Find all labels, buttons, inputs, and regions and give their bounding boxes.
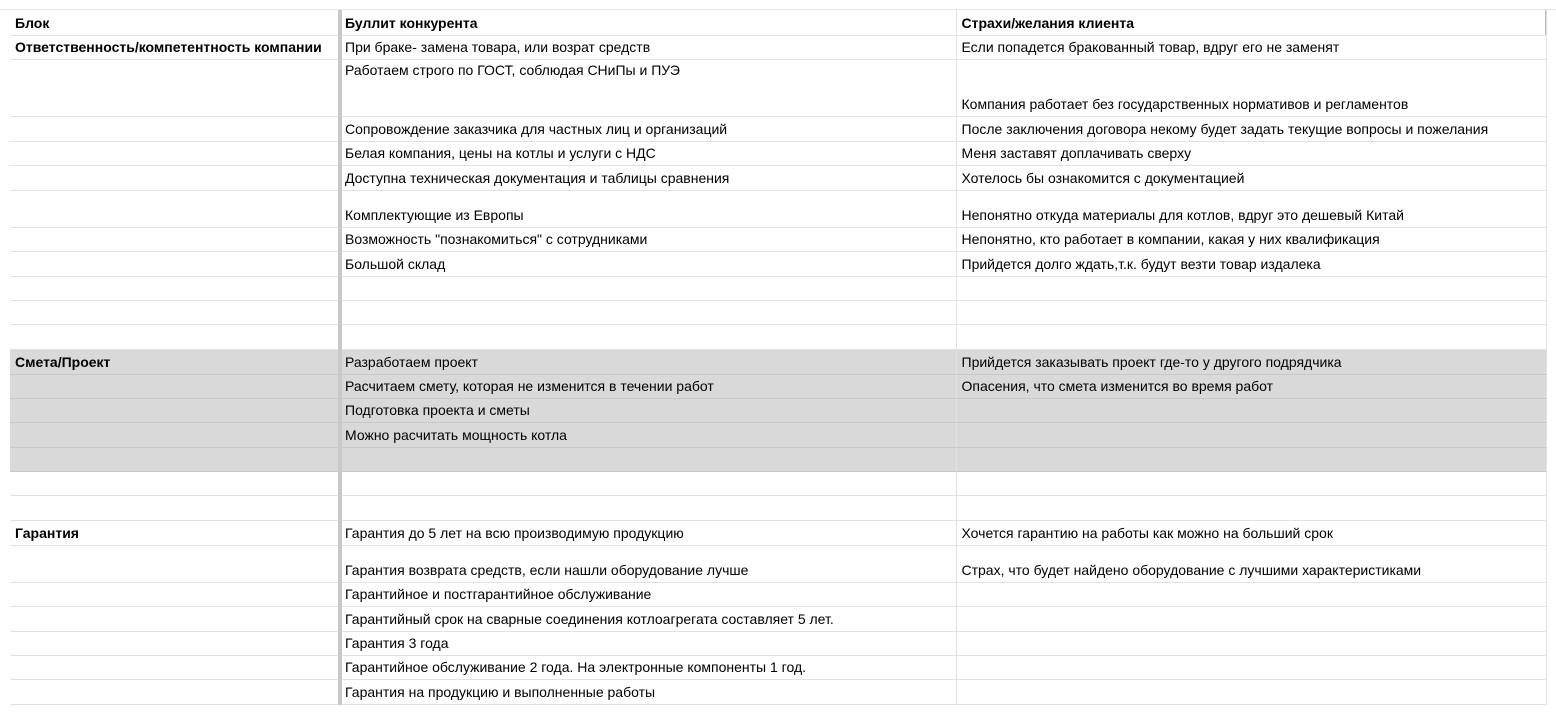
table-row [10, 165, 1546, 190]
table-row [10, 422, 1546, 447]
spreadsheet-grid [10, 10, 1546, 705]
table-row [10, 471, 1546, 495]
cell-bullet[interactable] [340, 276, 956, 300]
table-row [10, 251, 1546, 276]
table-row [10, 447, 1546, 471]
cell-block[interactable] [10, 582, 340, 606]
cell-fear[interactable] [956, 606, 1546, 631]
cell-fear[interactable]: После заключения договора некому будет задать текущие вопросы и пожелания [956, 116, 1546, 141]
cell-block[interactable] [10, 190, 340, 227]
cell-block[interactable] [10, 545, 340, 582]
table-row [10, 582, 1546, 606]
table-row [10, 679, 1546, 704]
cell-block[interactable] [10, 300, 340, 324]
table-row [10, 655, 1546, 679]
cell-block[interactable] [10, 655, 340, 679]
table-row [10, 59, 1546, 116]
cell-block[interactable] [10, 141, 340, 165]
cell-bullet[interactable]: Гарантия на продукцию и выполненные работы [340, 679, 956, 704]
cell-block[interactable] [10, 422, 340, 447]
table-row [10, 324, 1546, 349]
cell-bullet[interactable]: Доступна техническая документация и таблицы сравнения [340, 165, 956, 190]
table-row [10, 495, 1546, 520]
cell-bullet[interactable]: Гарантийное обслуживание 2 года. На электронные компоненты 1 год. [340, 655, 956, 679]
cell-bullet[interactable]: Подготовка проекта и сметы [340, 398, 956, 422]
cell-bullet[interactable]: Возможность "познакомиться" с сотрудниками [340, 227, 956, 251]
cell-bullet[interactable]: При браке- замена товара, или возрат средств [340, 35, 956, 59]
cell-fear[interactable]: Непонятно откуда материалы для котлов, вдруг это дешевый Китай [956, 190, 1546, 227]
table-row [10, 276, 1546, 300]
cell-block[interactable] [10, 165, 340, 190]
table-row [10, 190, 1546, 227]
cell-bullet[interactable]: Гарантия возврата средств, если нашли оборудование лучше [340, 545, 956, 582]
cell-block[interactable] [10, 324, 340, 349]
header-row [10, 10, 1546, 35]
cell-block[interactable] [10, 59, 340, 116]
cell-fear[interactable] [956, 300, 1546, 324]
cell-fear[interactable]: Прийдется долго ждать,т.к. будут везти товар издалека [956, 251, 1546, 276]
cell-bullet[interactable]: Работаем строго по ГОСТ, соблюдая СНиПы и ПУЭ [340, 59, 956, 116]
cell-block[interactable] [10, 276, 340, 300]
cell-fear[interactable] [956, 679, 1546, 704]
cell-bullet[interactable]: Гарантийный срок на сварные соединения котлоагрегата составляет 5 лет. [340, 606, 956, 631]
cell-fear[interactable]: Непонятно, кто работает в компании, какая у них квалификация [956, 227, 1546, 251]
cell-fear[interactable]: Если попадется бракованный товар, вдруг его не заменят [956, 35, 1546, 59]
table-row [10, 606, 1546, 631]
cell-block[interactable]: Ответственность/компетентность компании [10, 35, 340, 59]
cell-fear[interactable]: Страх, что будет найдено оборудование с лучшими характеристиками [956, 545, 1546, 582]
cell-bullet[interactable]: Разработаем проект [340, 349, 956, 374]
cell-fear[interactable]: Меня заставят доплачивать сверху [956, 141, 1546, 165]
table-row [10, 300, 1546, 324]
table-row [10, 398, 1546, 422]
cell-bullet[interactable]: Комплектующие из Европы [340, 190, 956, 227]
table-row [10, 116, 1546, 141]
cell-block[interactable] [10, 374, 340, 398]
cell-fear[interactable] [956, 422, 1546, 447]
cell-block[interactable] [10, 631, 340, 655]
cell-bullet[interactable]: Белая компания, цены на котлы и услуги с НДС [340, 141, 956, 165]
sheet-top-edge [0, 0, 1556, 10]
cell-fear[interactable]: Прийдется заказывать проект где-то у другого подрядчика [956, 349, 1546, 374]
cell-bullet[interactable] [340, 471, 956, 495]
cell-block[interactable] [10, 606, 340, 631]
cell-block[interactable] [10, 495, 340, 520]
cell-block[interactable] [10, 227, 340, 251]
cell-fear[interactable] [956, 447, 1546, 471]
header-fear[interactable]: Страхи/желания клиента [956, 10, 1546, 35]
cell-fear[interactable] [956, 324, 1546, 349]
cell-fear[interactable]: Компания работает без государственных нормативов и регламентов [956, 59, 1546, 116]
cell-bullet[interactable]: Гарантия до 5 лет на всю производимую продукцию [340, 520, 956, 545]
cell-fear[interactable] [956, 276, 1546, 300]
cell-block[interactable] [10, 116, 340, 141]
table-row [10, 349, 1546, 374]
table-row [10, 374, 1546, 398]
cell-fear[interactable] [956, 398, 1546, 422]
cell-bullet[interactable] [340, 495, 956, 520]
table-row [10, 35, 1546, 59]
table-row [10, 545, 1546, 582]
cell-bullet[interactable] [340, 324, 956, 349]
cell-fear[interactable] [956, 655, 1546, 679]
cell-fear[interactable]: Опасения, что смета изменится во время работ [956, 374, 1546, 398]
header-bullet[interactable]: Буллит конкурента [340, 10, 956, 35]
competitor-bullets-table [10, 10, 1547, 705]
cell-fear[interactable] [956, 471, 1546, 495]
cell-bullet[interactable] [340, 300, 956, 324]
cell-block[interactable]: Гарантия [10, 520, 340, 545]
cell-fear[interactable] [956, 582, 1546, 606]
cell-bullet[interactable]: Большой склад [340, 251, 956, 276]
cell-block[interactable] [10, 447, 340, 471]
table-row [10, 631, 1546, 655]
cell-block[interactable]: Смета/Проект [10, 349, 340, 374]
cell-block[interactable] [10, 679, 340, 704]
table-row [10, 520, 1546, 545]
cell-block[interactable] [10, 471, 340, 495]
cell-bullet[interactable]: Гарантия 3 года [340, 631, 956, 655]
cell-block[interactable] [10, 251, 340, 276]
cell-bullet[interactable]: Гарантийное и постгарантийное обслуживание [340, 582, 956, 606]
cell-bullet[interactable]: Можно расчитать мощность котла [340, 422, 956, 447]
cell-bullet[interactable] [340, 447, 956, 471]
cell-bullet[interactable]: Расчитаем смету, которая не изменится в течении работ [340, 374, 956, 398]
header-block[interactable]: Блок [10, 10, 340, 35]
cell-block[interactable] [10, 398, 340, 422]
cell-bullet[interactable]: Сопровождение заказчика для частных лиц и организаций [340, 116, 956, 141]
cell-fear[interactable]: Хотелось бы ознакомится с документацией [956, 165, 1546, 190]
cell-fear[interactable] [956, 495, 1546, 520]
table-row [10, 227, 1546, 251]
table-row [10, 141, 1546, 165]
cell-fear[interactable] [956, 631, 1546, 655]
cell-fear[interactable]: Хочется гарантию на работы как можно на больший срок [956, 520, 1546, 545]
